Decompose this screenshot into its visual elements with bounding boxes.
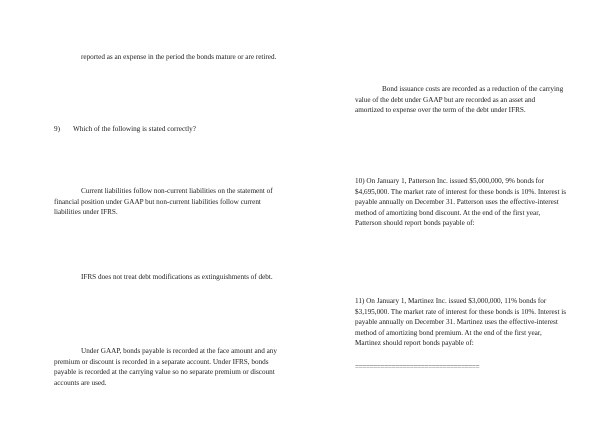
question-9	[54, 124, 284, 135]
answer-option-a	[54, 186, 286, 218]
answer-option-text-content: reported as an expense in the period the bonds mature or are retired.	[81, 53, 277, 61]
answer-option-c	[54, 346, 284, 388]
answer-option-text	[54, 52, 284, 63]
separator-line: ==================================	[355, 363, 480, 371]
question-11-text: 11) On January 1, Martinez Inc. issued $3,000,000, 11% bonds for $3,195,000. The market rate of interest for these bonds is 10%. Interest is payable annually on December 31. Martinez uses the effective-interest method of amortizing bond premium. At the end of the first year, Martinez should report bonds payable of:	[355, 297, 567, 347]
answer-option-d-text: Bond issuance costs are recorded as a reduction of the carrying value of the debt under GAAP but are recorded as an asset and amortized to expense over the term of the debt under IFRS.	[355, 85, 564, 114]
answer-option-d	[355, 84, 565, 116]
question-10	[355, 176, 567, 229]
answer-option-c-text: Under GAAP, bonds payable is recorded at the face amount and any premium or discount is recorded in a separate account. Under IFRS, bonds payable is recorded at the carrying value so no separate premium or discount accounts are used.	[54, 347, 277, 387]
answer-option-b-text: IFRS does not treat debt modifications as extinguishments of debt.	[81, 273, 273, 281]
question-11	[355, 296, 567, 349]
question-10-text: 10) On January 1, Patterson Inc. issued $5,000,000, 9% bonds for $4,695,000. The market rate of interest for these bonds is 10%. Interest is payable annually on December 31. Patterson uses the effective-interest method of amortizing bond discount. At the end of the first year, Patterson should report bonds payable of:	[355, 177, 567, 227]
answer-option-b	[54, 272, 284, 283]
question-number: 9)	[54, 125, 60, 133]
question-text: Which of the following is stated correctly?	[73, 125, 196, 133]
answer-option-a-text: Current liabilities follow non-current liabilities on the statement of financial position under GAAP but non-current liabilities follow current liabilities under IFRS.	[54, 187, 273, 216]
